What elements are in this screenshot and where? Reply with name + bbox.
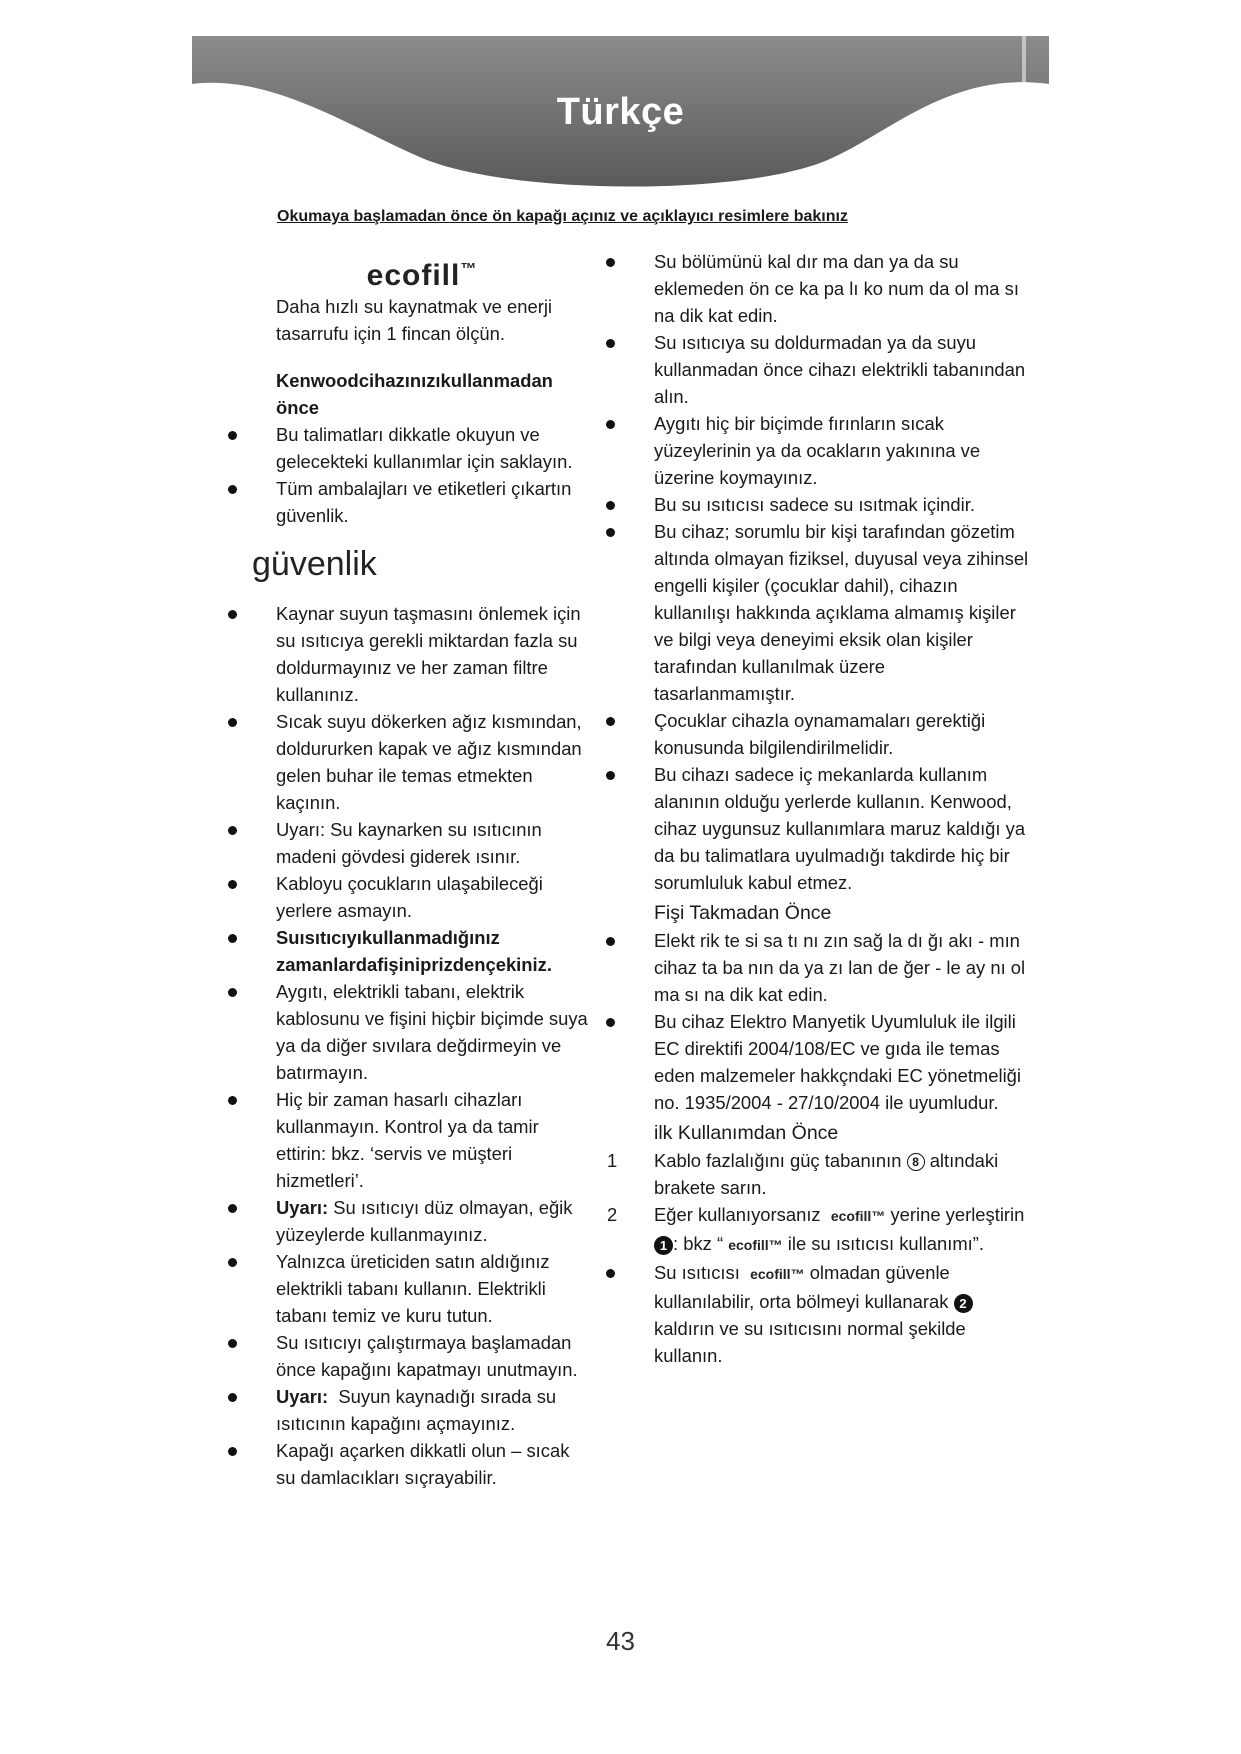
right-column (607, 248, 1030, 1369)
ref-2-icon: 2 (954, 1294, 973, 1313)
first-use-heading: ilk Kullanımdan Önce (654, 1122, 839, 1144)
bullet-icon (228, 826, 237, 835)
step-item: 2 Eğer kullanıyorsanız ecofill™ yerine yerleştirin 1 : bkz “ ecofill™ ile su ısıtıcısı kullanımı”. (630, 1201, 1030, 1259)
list-item: Bu su ısıtıcısı sadece su ısıtmak içindir. (630, 491, 1030, 518)
list-item: Bu cihazı sadece iç mekanlarda kullanım alanının olduğu yerlerde kullanın. Kenwood, cihaz uygunsuz kullanımlara maruz kaldığı ya da bu talimatlara uyulmadığı takdirde hiç bir sorumluluk kabul etmez. (630, 761, 1030, 896)
list-item: Su bölümünü kal dır ma dan ya da su eklemeden ön ce ka pa lı ko num da ol ma sı na dik kat edin. (630, 248, 1030, 329)
ecofill-mini-logo: ecofill™ (830, 1208, 886, 1224)
list-item: Bu cihaz; sorumlu bir kişi tarafından gözetim altında olmayan fiziksel, duyusal veya zihinsel engelli kişiler (çocuklar dahil), cihazın kullanılışı hakkında açıklama almamış kişiler ve bilgi veya deneyimi eksik olan kişiler tarafından kullanılmak üzere tasarlanmamıştır. (630, 518, 1030, 707)
bullet-icon (606, 717, 615, 726)
list-item: Uyarı: Su kaynarken su ısıtıcının madeni gövdesi giderek ısınır. (252, 816, 592, 870)
warning-label: Uyarı: (276, 1197, 329, 1218)
bullet-icon (228, 1258, 237, 1267)
bullet-icon (606, 1018, 615, 1027)
list-item: Su ısıtıcısı ecofill™ olmadan güvenle kullanılabilir, orta bölmeyi kullanarak 2 kaldırın ve su ısıtıcısını normal şekilde kullanın. (630, 1259, 1030, 1369)
bullet-icon (228, 1393, 237, 1402)
list-item: Elekt rik te si sa tı nı zın sağ la dı ğı akı - mın cihaz ta ba nın da ya zı lan de ğer - le ay nı ol ma sı na dik kat edin. (630, 927, 1030, 1008)
step-item: 1 Kablo fazlalığını güç tabanının 8 altındaki brakete sarın. (630, 1147, 1030, 1201)
list-item: Uyarı: Suyun kaynadığı sırada su ısıtıcının kapağını açmayınız. (252, 1383, 592, 1437)
page-number: 43 (606, 1626, 635, 1656)
page-title: Türkçe (556, 91, 685, 133)
bullet-icon (228, 988, 237, 997)
bullet-icon (228, 718, 237, 727)
list-item: Suısıtıcıyıkullanmadığınız zamanlardafişiniprizdençekiniz. (252, 924, 592, 978)
list-item: Bu cihaz Elektro Manyetik Uyumluluk ile ilgili EC direktifi 2004/108/EC ve gıda ile temas eden malzemeler hakkçndaki EC yönetmeliği no. 1935/2004 - 27/10/2004 ile uyumludur. (630, 1008, 1030, 1116)
bullet-icon (228, 880, 237, 889)
list-item: Aygıtı, elektrikli tabanı, elektrik kablosunu ve fişini hiçbir biçimde suya ya da diğer sıvılara değdirmeyin ve batırmayın. (252, 978, 592, 1086)
warning-label: Uyarı: (276, 1386, 329, 1407)
bullet-icon (228, 1447, 237, 1456)
list-item: Kabloyu çocukların ulaşabileceği yerlere asmayın. (252, 870, 592, 924)
bullet-icon (606, 528, 615, 537)
ecofill-mini-logo: ecofill™ (728, 1237, 783, 1253)
list-item: Çocuklar cihazla oynamamaları gerektiği konusunda bilgilendirilmelidir. (630, 707, 1030, 761)
list-item: Uyarı: Su ısıtıcıyı düz olmayan, eğik yüzeylerde kullanmayınız. (252, 1194, 592, 1248)
bullet-icon (606, 339, 615, 348)
before-plugging-heading: Fişi Takmadan Önce (654, 902, 832, 924)
left-column (252, 254, 592, 1491)
step-number: 2 (607, 1204, 618, 1225)
header-banner (192, 36, 1049, 196)
bullet-icon (606, 937, 615, 946)
list-item: Hiç bir zaman hasarlı cihazları kullanmayın. Kontrol ya da tamir ettirin: bkz. ‘servis ve müşteri hizmetleri’. (252, 1086, 592, 1194)
list-item: Tüm ambalajları ve etiketleri çıkartın güvenlik. (252, 475, 592, 529)
bullet-icon (228, 1204, 237, 1213)
bullet-icon (228, 934, 237, 943)
ecofill-mini-logo: ecofill™ (750, 1266, 805, 1282)
list-item: Su ısıtıcıyı çalıştırmaya başlamadan önce kapağını kapatmayı unutmayın. (252, 1329, 592, 1383)
step-number: 1 (607, 1150, 618, 1171)
ref-1-icon: 1 (654, 1236, 673, 1255)
bullet-icon (606, 771, 615, 780)
bullet-icon (606, 1269, 615, 1278)
list-item: Yalnızca üreticiden satın aldığınız elektrikli tabanı kullanın. Elektrikli tabanı temiz ve kuru tutun. (252, 1248, 592, 1329)
list-item: Kapağı açarken dikkatli olun – sıcak su damlacıkları sıçrayabilir. (252, 1437, 592, 1491)
intro-note: Okumaya başlamadan önce ön kapağı açınız ve açıklayıcı resimlere bakınız (277, 208, 848, 225)
list-item: Sıcak suyu dökerken ağız kısmından, doldururken kapak ve ağız kısmından gelen buhar ile temas etmekten kaçının. (252, 708, 592, 816)
ref-8-icon: 8 (907, 1153, 925, 1171)
bullet-icon (228, 1096, 237, 1105)
list-item: Aygıtı hiç bir biçimde fırınların sıcak yüzeylerinin ya da ocakların yakınına ve üzerine koymayınız. (630, 410, 1030, 491)
bullet-icon (606, 420, 615, 429)
bullet-icon (228, 431, 237, 440)
list-item: Su ısıtıcıya su doldurmadan ya da suyu kullanmadan önce cihazı elektrikli tabanından alın. (630, 329, 1030, 410)
list-item: Bu talimatları dikkatle okuyun ve gelecekteki kullanımlar için saklayın. (252, 421, 592, 475)
ecofill-caption: Daha hızlı su kaynatmak ve enerji tasarrufu için 1 fincan ölçün. (276, 296, 552, 344)
bullet-icon (228, 610, 237, 619)
bullet-icon (228, 485, 237, 494)
safety-heading: güvenlik (252, 545, 377, 583)
bullet-icon (606, 501, 615, 510)
bullet-icon (606, 258, 615, 267)
bullet-icon (228, 1339, 237, 1348)
before-use-heading: Kenwoodcihazınızıkullanmadan önce (276, 370, 553, 418)
ecofill-logo: ecofill™ (366, 259, 478, 292)
list-item: Kaynar suyun taşmasını önlemek için su ısıtıcıya gerekli miktardan fazla su doldurmayınız ve her zaman filtre kullanınız. (252, 600, 592, 708)
